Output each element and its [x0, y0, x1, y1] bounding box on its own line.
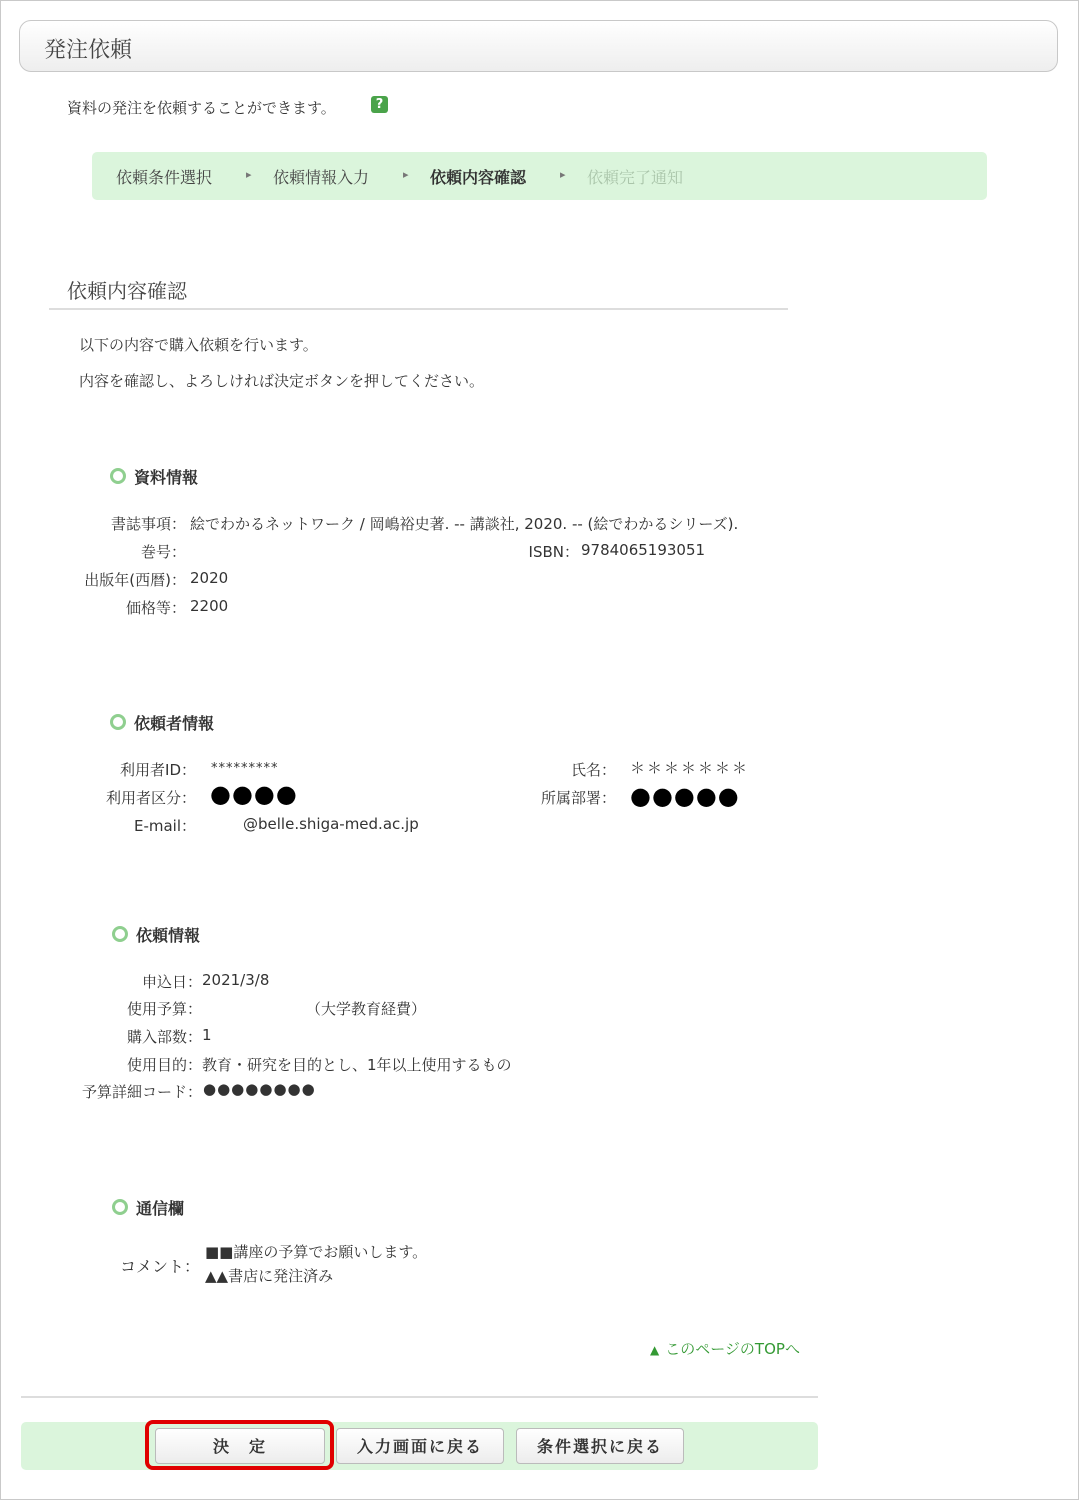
- department-value: ●●●●●: [630, 782, 740, 810]
- email-label: E-mail：: [133, 817, 196, 835]
- pub-year-value: 2020: [190, 569, 229, 587]
- requester-info-heading: 依頼者情報: [110, 711, 214, 734]
- purpose-value: 教育・研究を目的とし、1年以上使用するもの: [202, 1056, 512, 1074]
- bib-label: 書誌事項：: [110, 515, 186, 533]
- name-value: ＊＊＊＊＊＊＊: [630, 759, 750, 777]
- step-complete: 依頼完了通知: [587, 168, 684, 187]
- circle-bullet-icon: [112, 1199, 128, 1215]
- circle-bullet-icon: [112, 926, 128, 942]
- pub-year-label: 出版年(西暦)：: [84, 571, 186, 589]
- section-divider: [49, 308, 788, 310]
- circle-bullet-icon: [110, 714, 126, 730]
- back-to-condition-button[interactable]: 条件選択に戻る: [516, 1428, 684, 1464]
- isbn-value: 9784065193051: [581, 541, 706, 559]
- copies-value: 1: [202, 1026, 212, 1044]
- progress-steps: [92, 152, 987, 200]
- page-title: 発注依頼: [44, 38, 133, 63]
- help-icon[interactable]: ?: [371, 96, 388, 113]
- confirm-description-2: 内容を確認し、よろしければ決定ボタンを押してください。: [79, 372, 485, 390]
- step-enter-info: 依頼情報入力: [273, 168, 370, 187]
- name-label: 氏名：: [570, 761, 616, 779]
- step-arrow-icon: ▸: [560, 168, 566, 181]
- material-info-heading: 資料情報: [110, 465, 198, 488]
- bottom-divider: [21, 1396, 818, 1398]
- comment-label: コメント：: [119, 1257, 200, 1276]
- page-top-link[interactable]: ▲ このページのTOPへ: [650, 1340, 800, 1358]
- comm-heading: 通信欄: [112, 1196, 184, 1219]
- section-title: 依頼内容確認: [67, 279, 187, 303]
- up-triangle-icon: ▲: [650, 1343, 660, 1357]
- user-category-value: ●●●●: [210, 780, 298, 808]
- comment-line-2: ▲▲書店に発注済み: [205, 1267, 334, 1285]
- budget-code-value: ●●●●●●●●: [203, 1080, 316, 1098]
- price-value: 2200: [190, 597, 229, 615]
- price-label: 価格等：: [125, 599, 186, 617]
- apply-date-value: 2021/3/8: [202, 971, 270, 989]
- user-id-label: 利用者ID：: [120, 761, 196, 779]
- bib-value: 絵でわかるネットワーク / 岡嶋裕史著. -- 講談社, 2020. -- (絵でわかるシリーズ).: [190, 515, 739, 533]
- comment-line-1: ■■講座の予算でお願いします。: [205, 1243, 428, 1261]
- budget-code-label: 予算詳細コード：: [81, 1083, 202, 1101]
- purpose-label: 使用目的：: [126, 1056, 202, 1074]
- department-label: 所属部署：: [540, 789, 616, 807]
- copies-label: 購入部数：: [126, 1028, 202, 1046]
- apply-date-label: 申込日：: [141, 973, 202, 991]
- step-select-condition: 依頼条件選択: [116, 168, 213, 187]
- volume-label: 巻号：: [140, 543, 186, 561]
- request-info-heading: 依頼情報: [112, 923, 200, 946]
- step-arrow-icon: ▸: [246, 168, 252, 181]
- confirm-button[interactable]: 決 定: [155, 1428, 325, 1464]
- confirm-description-1: 以下の内容で購入依頼を行います。: [79, 336, 318, 354]
- user-category-label: 利用者区分：: [105, 789, 196, 807]
- circle-bullet-icon: [110, 468, 126, 484]
- budget-label: 使用予算：: [126, 1000, 202, 1018]
- step-confirm: 依頼内容確認: [430, 168, 527, 187]
- email-value: @belle.shiga-med.ac.jp: [243, 815, 419, 833]
- budget-value: （大学教育経費）: [306, 1000, 427, 1018]
- step-arrow-icon: ▸: [403, 168, 409, 181]
- page-title-bar: [19, 20, 1058, 72]
- user-id-value: *********: [211, 761, 279, 776]
- intro-text: 資料の発注を依頼することができます。: [67, 99, 336, 117]
- isbn-label: ISBN：: [528, 543, 579, 561]
- confirm-button-highlight: [145, 1420, 334, 1470]
- back-to-input-button[interactable]: 入力画面に戻る: [336, 1428, 504, 1464]
